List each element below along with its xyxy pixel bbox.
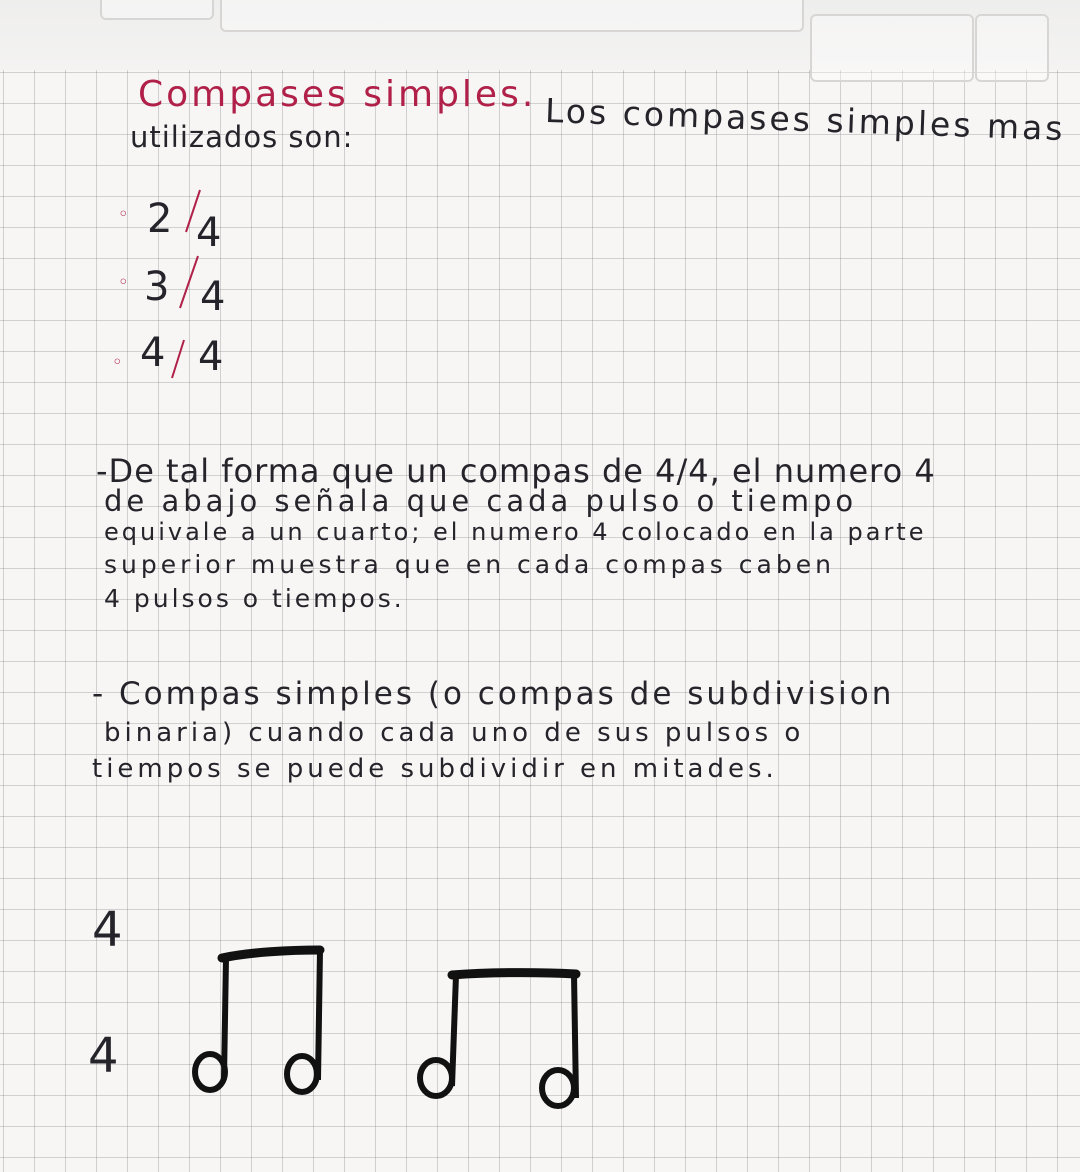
note-head-icon <box>287 1056 317 1092</box>
fraction-slash-icon <box>172 340 184 378</box>
fraction-slash-icon <box>180 256 198 308</box>
meter-bottom: 4 <box>88 1028 120 1084</box>
paragraph-2-line: binaria) cuando cada uno de sus pulsos o <box>104 718 805 748</box>
notes-title: Compases simples. <box>138 74 537 115</box>
intro-line-2: utilizados son: <box>130 120 354 154</box>
paragraph-1-line: de abajo señala que cada pulso o tiempo <box>104 484 858 518</box>
paragraph-2-line: tiempos se puede subdividir en mitades. <box>92 754 778 784</box>
note-stem <box>318 950 320 1080</box>
intro-line-1: Los compases simples mas <box>544 90 1067 149</box>
signature-numerator: 4 <box>140 330 167 376</box>
signature-numerator: 3 <box>144 264 171 310</box>
paragraph-1-line: -De tal forma que un compas de 4/4, el numero 4 <box>96 452 936 490</box>
signature-denominator: 4 <box>200 274 227 320</box>
signature-numerator: 2 <box>147 196 174 242</box>
paragraph-1-line: equivale a un cuarto; el numero 4 colocado en la parte <box>104 518 927 546</box>
meter-top: 4 <box>92 902 124 958</box>
beamed-eighth-pair <box>195 950 320 1092</box>
paragraph-1-line: 4 pulsos o tiempos. <box>104 584 405 613</box>
beamed-eighth-pair <box>420 973 576 1106</box>
paragraph-2-line: - Compas simples (o compas de subdivision <box>92 676 895 712</box>
fraction-slash-icon <box>186 190 200 232</box>
signature-denominator: 4 <box>196 210 223 256</box>
beam-icon <box>222 950 320 958</box>
paragraph-1-line: superior muestra que en cada compas caben <box>104 550 835 579</box>
bullet-icon: ◦ <box>118 204 130 225</box>
bullet-icon: ◦ <box>118 272 130 293</box>
note-head-icon <box>195 1054 225 1090</box>
bullet-icon: ◦ <box>112 352 124 373</box>
signature-denominator: 4 <box>198 334 225 380</box>
note-head-icon <box>542 1070 574 1106</box>
note-head-icon <box>420 1060 452 1096</box>
beam-icon <box>452 973 576 975</box>
